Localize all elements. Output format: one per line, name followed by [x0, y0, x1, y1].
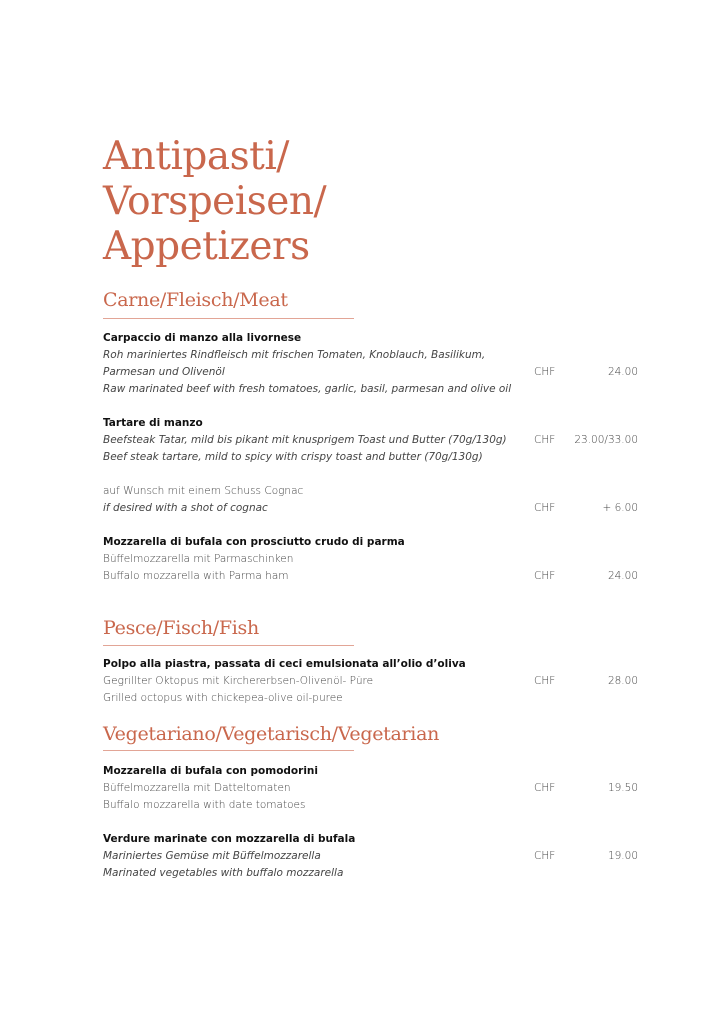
section-heading: Carne/Fleisch/Meat — [103, 289, 288, 311]
line-text: Tartare di manzo — [103, 417, 203, 429]
item-description — [103, 568, 638, 585]
item-name — [103, 656, 638, 673]
menu-item — [103, 330, 638, 398]
title-line: Appetizers — [103, 224, 310, 269]
item-description — [103, 500, 638, 517]
title-line: Vorspeisen/ — [103, 179, 327, 224]
line-text: Carpaccio di manzo alla livornese — [103, 332, 302, 344]
line-text: Verdure marinate con mozzarella di bufala — [103, 833, 356, 845]
item-description — [103, 364, 638, 381]
menu-item — [103, 831, 638, 882]
line-text: Beef steak tartare, mild to spicy with crispy toast and butter (70g/130g) — [103, 451, 483, 463]
item-description — [103, 690, 638, 707]
line-text: if desired with a shot of cognac — [103, 502, 268, 514]
line-text: Parmesan und Olivenöl — [103, 366, 225, 378]
currency: CHF — [534, 502, 556, 514]
price: 24.00 — [607, 570, 638, 582]
price: 19.50 — [607, 782, 638, 794]
item-name — [103, 415, 638, 432]
line-text: Büffelmozzarella mit Datteltomaten — [103, 782, 291, 794]
line-text: Grilled octopus with chickepea-olive oil-puree — [103, 692, 343, 704]
line-text: Roh mariniertes Rindfleisch mit frischen Tomaten, Knoblauch, Basilikum, — [103, 349, 486, 361]
section-divider — [103, 645, 354, 646]
item-description — [103, 381, 638, 398]
page-title — [103, 134, 326, 269]
item-description — [103, 347, 638, 364]
line-text: Mariniertes Gemüse mit Büffelmozzarella — [103, 850, 321, 862]
line-text: Polpo alla piastra, passata di ceci emulsionata all’olio d’oliva — [103, 658, 466, 670]
section-heading: Vegetariano/Vegetarisch/Vegetarian — [103, 723, 440, 745]
line-text: Raw marinated beef with fresh tomatoes, garlic, basil, parmesan and olive oil — [103, 383, 512, 395]
line-text: Mozzarella di bufala con pomodorini — [103, 765, 318, 777]
line-text: auf Wunsch mit einem Schuss Cognac — [103, 485, 304, 497]
title-line: Antipasti/ — [103, 134, 289, 179]
currency: CHF — [534, 570, 556, 582]
line-text: Büffelmozzarella mit Parmaschinken — [103, 553, 294, 565]
menu-item — [103, 656, 638, 707]
item-description — [103, 551, 638, 568]
item-description — [103, 673, 638, 690]
price: 24.00 — [607, 366, 638, 378]
item-description — [103, 432, 638, 449]
item-description — [103, 797, 638, 814]
price: + 6.00 — [602, 502, 638, 514]
currency: CHF — [534, 675, 556, 687]
section-heading: Pesce/Fisch/Fish — [103, 617, 259, 639]
section-divider — [103, 318, 354, 319]
item-name — [103, 831, 638, 848]
price: 19.00 — [607, 850, 638, 862]
menu-item — [103, 415, 638, 466]
section-divider — [103, 750, 354, 751]
line-text: Marinated vegetables with buffalo mozzarella — [103, 867, 344, 879]
menu-item — [103, 534, 638, 585]
currency: CHF — [534, 434, 556, 446]
item-name — [103, 763, 638, 780]
item-description — [103, 780, 638, 797]
item-description — [103, 865, 638, 882]
line-text: Beefsteak Tatar, mild bis pikant mit knusprigem Toast und Butter (70g/130g) — [103, 434, 507, 446]
item-description — [103, 483, 638, 500]
line-text: Gegrillter Oktopus mit Kirchererbsen-Olivenöl- Püre — [103, 675, 374, 687]
price: 23.00/33.00 — [574, 434, 638, 446]
price: 28.00 — [607, 675, 638, 687]
currency: CHF — [534, 366, 556, 378]
menu-item — [103, 763, 638, 814]
line-text: Buffalo mozzarella with Parma ham — [103, 570, 289, 582]
item-description — [103, 449, 638, 466]
currency: CHF — [534, 850, 556, 862]
item-description — [103, 848, 638, 865]
line-text: Mozzarella di bufala con prosciutto crudo di parma — [103, 536, 405, 548]
menu-item — [103, 483, 638, 517]
item-name — [103, 534, 638, 551]
line-text: Buffalo mozzarella with date tomatoes — [103, 799, 306, 811]
item-name — [103, 330, 638, 347]
currency: CHF — [534, 782, 556, 794]
